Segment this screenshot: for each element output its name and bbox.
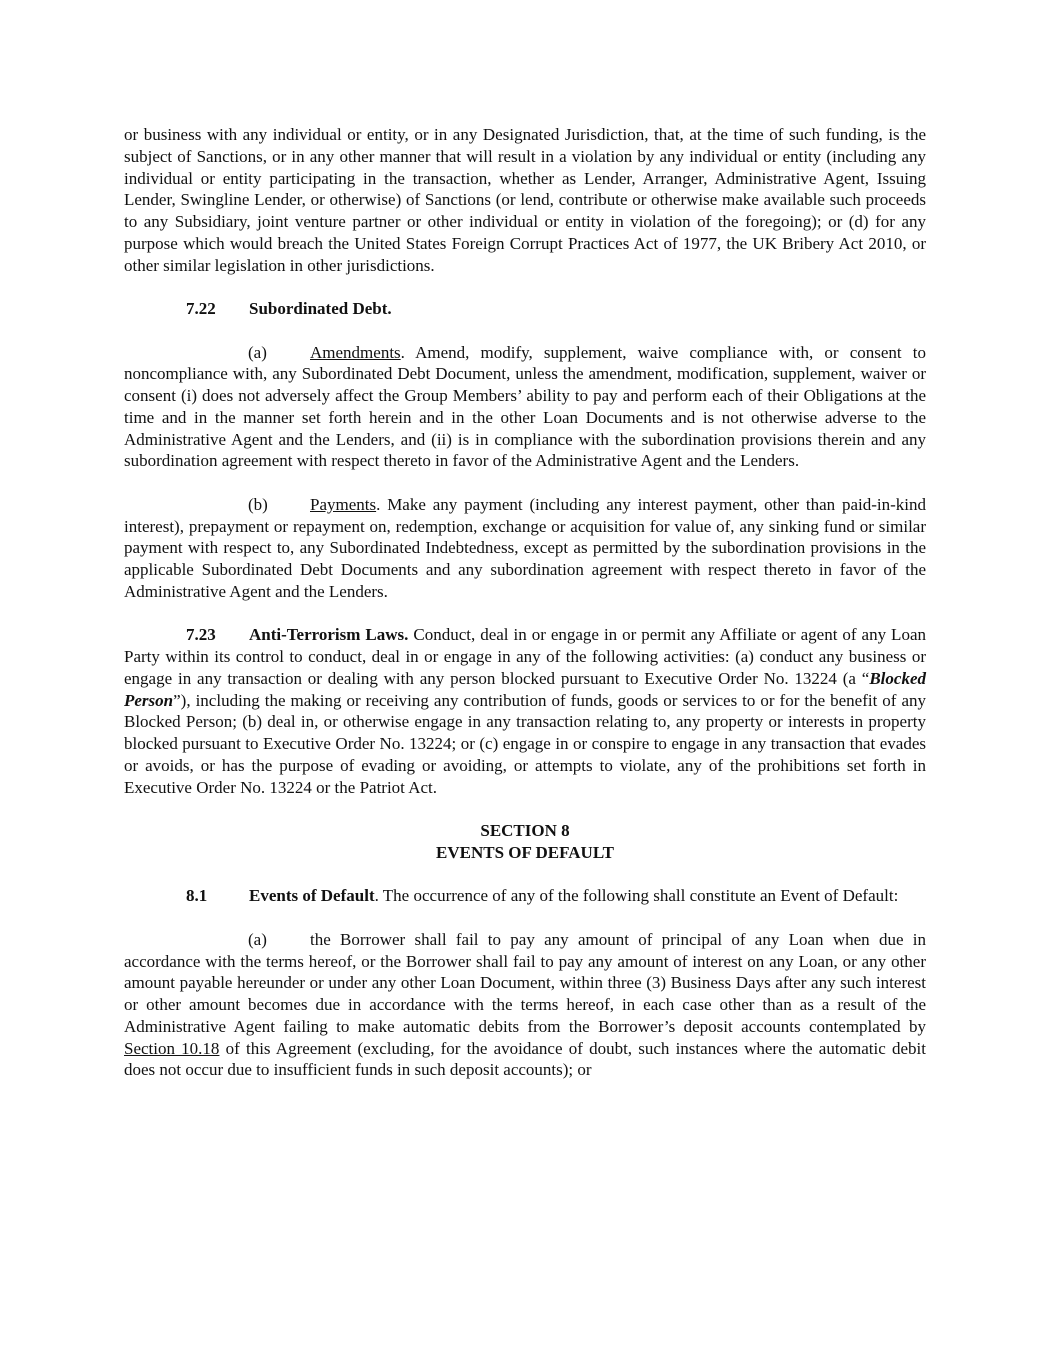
paragraph-intro: or business with any individual or entity, or in any Designated Jurisdiction, that, at the time of such funding, is the subject of Sanctions, or in any other manner that will result in a violation by any individual or entity (including any individual or entity participating in the transaction, whether as Lender, Arranger, Administrative Agent, Issuing Lender, Swingline Lender, or otherwise) of Sanctions (or lend, contribute or otherwise make available such proceeds to any Subsidiary, joint venture partner or other individual or entity in violation of the foregoing); or (d) for any purpose which would breach the United States Foreign Corrupt Practices Act of 1977, the UK Bribery Act 2010, or other similar legislation in other jurisdictions. [124,125,926,275]
clause-label: (a) [248,929,267,949]
defined-term: Blocked Person [124,668,926,710]
section-text: Conduct, deal in or engage in or permit any Affiliate or agent of any Loan Party within its control to conduct, deal in or engage in any of the following activities: (a) conduct any business or engage in any transaction or dealing with any person blocked pursuant to Executive Order No. 13224 (a “ [124,625,926,688]
section-text: . The occurrence of any of the following shall constitute an Event of Default: [374,886,899,906]
section-title: Events of Default [249,886,375,906]
section-title-line: EVENTS OF DEFAULT [436,842,614,862]
section-title: Anti-Terrorism Laws. [249,625,409,645]
paragraph-7-23 [124,624,926,798]
clause-text-continued: of this Agreement (excluding, for the avoidance of doubt, such instances where the automatic debit does not occur due to insufficient funds in such deposit accounts); or [124,1038,926,1080]
section-7-22-heading [124,298,926,320]
section-number: 7.23 [186,625,216,645]
document-page [124,124,926,1081]
section-text-continued: ”), including the making or receiving any contribution of funds, goods or services to or for the benefit of any Blocked Person; (b) deal in, or otherwise engage in any transaction relating to, any property or interests in property blocked pursuant to Executive Order No. 13224; or (c) engage in or conspire to engage in any transaction that evades or avoids, or has the purpose of evading or avoiding, or attempts to violate, any of the prohibitions set forth in Executive Order No. 13224 or the Patriot Act. [124,690,926,797]
clause-title: Payments [310,494,377,514]
clause-title: Amendments [310,342,401,362]
clause-text: the Borrower shall fail to pay any amount of principal of any Loan when due in accordance with the terms hereof, or the Borrower shall fail to pay any amount of interest on any Loan, or any other amount payable hereunder or under any other Loan Document, within three (3) Business Days after any such interest or other amount becomes due in accordance with the terms hereof, in each case other than as a result of the Administrative Agent failing to make automatic debits from the Borrower’s deposit accounts contemplated by [124,929,926,1036]
clause-text: . Make any payment (including any interest payment, other than paid-in-kind interest), prepayment or repayment on, redemption, exchange or acquisition for value of, any sinking fund or similar payment with respect to, any Subordinated Indebtedness, except as permitted by the subordination provisions in the applicable Subordinated Debt Documents and any subordination agreement with respect thereto in favor of the Administrative Agent and the Lenders. [124,494,926,601]
paragraph-7-22-b [124,494,926,603]
paragraph-7-22-a [124,342,926,473]
section-title: Subordinated Debt. [249,299,392,318]
clause-label: (a) [248,342,267,362]
clause-label: (b) [248,494,268,514]
section-8-heading [124,820,926,864]
paragraph-8-1 [124,885,926,907]
section-number: 8.1 [186,886,208,906]
section-number-line: SECTION 8 [480,821,570,840]
cross-reference: Section 10.18 [124,1038,220,1058]
section-number: 7.22 [186,299,216,318]
paragraph-8-1-a [124,929,926,1081]
clause-text: . Amend, modify, supplement, waive compliance with, or consent to noncompliance with, any Subordinated Debt Document, unless the amendment, modification, supplement, waiver or consent (i) does not adversely affect the Group Members’ ability to pay and perform each of their Obligations at the time and in the manner set forth herein and in the other Loan Documents and is not otherwise adverse to the Administrative Agent and the Lenders, and (ii) is in compliance with the subordination provisions therein and any subordination agreement with respect thereto in favor of the Administrative Agent and the Lenders. [124,342,926,471]
